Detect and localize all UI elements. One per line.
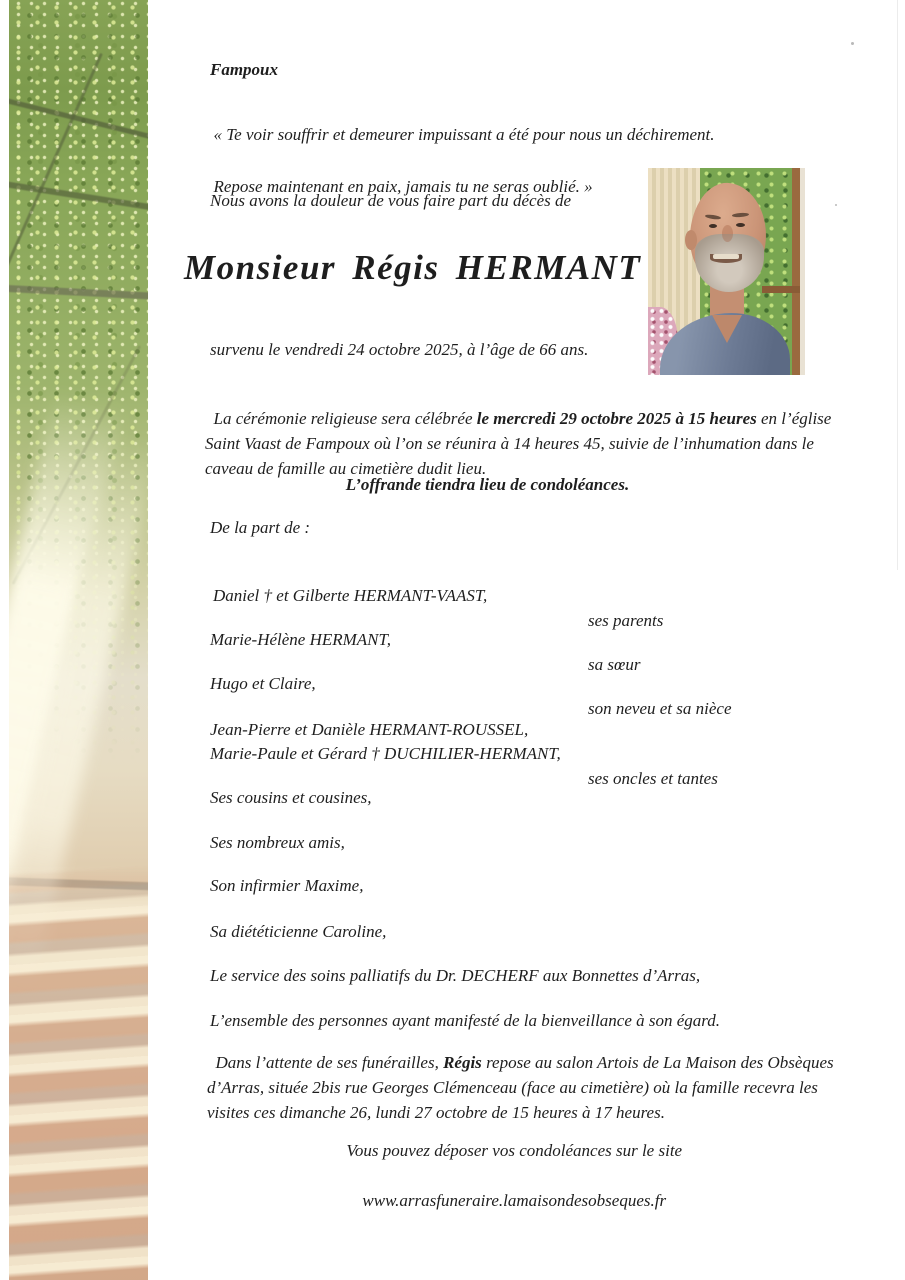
quote-line-2: Repose maintenant en paix, jamais tu ne seras oublié. » bbox=[213, 177, 593, 196]
family-names: Son infirmier Maxime, bbox=[210, 876, 364, 895]
family-relation: ses oncles et tantes bbox=[588, 769, 718, 788]
family-names: Sa diététicienne Caroline, bbox=[210, 922, 387, 941]
death-details-line: survenu le vendredi 24 octobre 2025, à l’âge de 66 ans. bbox=[210, 340, 589, 359]
announcement-line: Nous avons la douleur de vous faire part du décès de bbox=[210, 191, 572, 210]
online-condolences bbox=[200, 1113, 820, 1213]
family-row bbox=[0, 716, 905, 788]
from-label: De la part de : bbox=[210, 518, 311, 537]
location-heading: Fampoux bbox=[210, 60, 279, 79]
scan-speck bbox=[851, 42, 854, 45]
family-row bbox=[0, 938, 905, 985]
wake-text: Dans l’attente de ses funérailles, bbox=[215, 1053, 444, 1072]
family-names: L’ensemble des personnes ayant manifesté de la bienveillance à son égard. bbox=[210, 1011, 721, 1030]
memorial-quote bbox=[205, 96, 715, 200]
wake-text: repose au salon Artois de La Maison des Obsèques d’Arras, située 2bis rue Georges Clémenceau (face au cimetière) où la famille recevra les visites ces dimanche 26, lundi 27 octobre de 15 heures à 17 heures. bbox=[207, 1053, 838, 1122]
family-row bbox=[0, 848, 905, 895]
family-names: Marie-Paule et Gérard † DUCHILIER-HERMANT, bbox=[210, 744, 561, 763]
quote-line-1: « Te voir souffrir et demeurer impuissant a été pour nous un déchirement. bbox=[213, 125, 715, 144]
photo-window-edge bbox=[800, 168, 805, 375]
scan-edge-line bbox=[897, 0, 898, 570]
condolences-line: Vous pouvez déposer vos condoléances sur le site bbox=[346, 1141, 683, 1160]
ceremony-date-highlight: le mercredi 29 octobre 2025 à 15 heures bbox=[476, 409, 757, 428]
photo-eye bbox=[709, 224, 717, 228]
family-names: Ses cousins et cousines, bbox=[210, 788, 372, 807]
wake-name-highlight: Régis bbox=[443, 1053, 482, 1072]
ceremony-text: en l’église Saint Vaast de Fampoux où l’on se réunira à 14 heures 45, suivie de l’inhumation dans le caveau de famille au cimetière dudit lieu. bbox=[205, 409, 836, 478]
decorative-forest-border bbox=[9, 0, 148, 1280]
family-row bbox=[0, 805, 905, 852]
family-row bbox=[0, 692, 905, 739]
photo-smile bbox=[713, 254, 739, 259]
path-texture-layer bbox=[9, 865, 148, 1280]
family-row bbox=[0, 760, 905, 807]
photo-eye bbox=[736, 223, 745, 227]
family-names: Daniel † et Gilberte HERMANT-VAAST, bbox=[213, 586, 488, 605]
family-row bbox=[0, 558, 905, 630]
ceremony-paragraph bbox=[205, 381, 862, 481]
family-names: Le service des soins palliatifs du Dr. DECHERF aux Bonnettes d’Arras, bbox=[210, 966, 701, 985]
photo-window-crossbar bbox=[762, 286, 800, 293]
photo-window-frame bbox=[792, 168, 800, 375]
family-names: Hugo et Claire, bbox=[210, 674, 316, 693]
family-relation: ses parents bbox=[588, 611, 664, 630]
family-relation: son neveu et sa nièce bbox=[588, 699, 732, 718]
family-row bbox=[0, 894, 905, 941]
family-row bbox=[0, 983, 905, 1030]
photo-nose bbox=[722, 225, 733, 242]
family-names: Marie-Hélène HERMANT, bbox=[210, 630, 391, 649]
deceased-name-title: Monsieur Régis HERMANT bbox=[184, 248, 642, 287]
condolences-website: www.arrasfuneraire.lamaisondesobseques.fr bbox=[362, 1191, 667, 1210]
ceremony-text: La cérémonie religieuse sera célébrée bbox=[213, 409, 477, 428]
scan-speck bbox=[835, 204, 837, 206]
family-row bbox=[0, 602, 905, 674]
offering-notice: L’offrande tiendra lieu de condoléances. bbox=[345, 475, 630, 494]
family-row bbox=[0, 646, 905, 718]
family-relation: sa sœur bbox=[588, 655, 641, 674]
family-names: Ses nombreux amis, bbox=[210, 833, 345, 852]
wake-paragraph bbox=[207, 1025, 859, 1125]
family-names: Jean-Pierre et Danièle HERMANT-ROUSSEL, bbox=[210, 720, 529, 739]
